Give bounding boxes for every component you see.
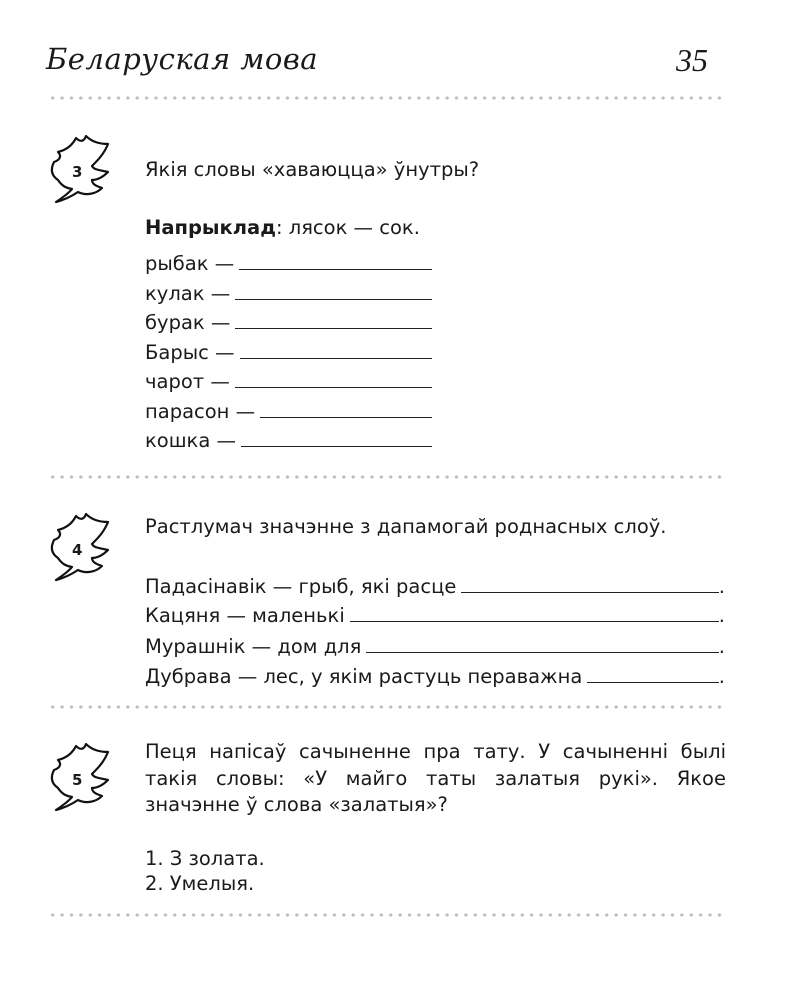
- page-number: 35: [676, 42, 708, 78]
- period: .: [718, 575, 725, 598]
- answer-blank[interactable]: [235, 298, 432, 300]
- task-number: 3: [72, 163, 83, 181]
- fill-in-row: [145, 635, 725, 658]
- task-4-question: Растлумач значэнне з дапамогай роднасных слоў.: [145, 515, 667, 538]
- fill-in-row: [145, 311, 432, 334]
- fill-in-row: [145, 282, 432, 305]
- word: кошка —: [145, 429, 236, 452]
- task-number: 5: [72, 771, 83, 789]
- fill-in-row: [145, 341, 432, 364]
- sentence-start: Кацяня — маленькі: [145, 604, 345, 627]
- dotted-divider: [48, 475, 724, 479]
- answer-option: 2. Умелыя.: [145, 872, 255, 895]
- period: .: [718, 635, 725, 658]
- leaf-icon: [46, 510, 124, 590]
- task-number: 4: [72, 541, 83, 559]
- dotted-divider: [48, 705, 724, 709]
- fill-in-row: [145, 370, 432, 393]
- fill-in-row: [145, 575, 725, 598]
- answer-blank[interactable]: [241, 445, 432, 447]
- period: .: [718, 604, 725, 627]
- answer-blank[interactable]: [366, 651, 718, 653]
- task-3-question: Якія словы «хаваюцца» ўнутры?: [145, 158, 480, 181]
- example-text: : лясок — сок.: [275, 216, 420, 239]
- answer-blank[interactable]: [239, 268, 432, 270]
- fill-in-row: [145, 400, 432, 423]
- dotted-divider: [48, 913, 724, 917]
- answer-blank[interactable]: [240, 357, 432, 359]
- word: Барыс —: [145, 340, 235, 364]
- answer-blank[interactable]: [461, 591, 718, 593]
- word: бурак —: [145, 311, 231, 334]
- answer-blank[interactable]: [235, 327, 432, 329]
- answer-blank[interactable]: [587, 681, 718, 683]
- leaf-icon: [46, 740, 124, 820]
- answer-blank[interactable]: [260, 416, 432, 418]
- fill-in-row: [145, 429, 432, 452]
- dotted-divider: [48, 96, 724, 100]
- word: рыбак —: [145, 252, 235, 275]
- leaf-icon: [46, 132, 124, 212]
- example-label: Напрыклад: [145, 216, 276, 239]
- answer-blank[interactable]: [350, 620, 719, 622]
- fill-in-row: [145, 665, 725, 688]
- fill-in-row: [145, 604, 725, 627]
- sentence-start: Мурашнік — дом для: [145, 635, 362, 658]
- answer-blank[interactable]: [235, 386, 432, 388]
- word: кулак —: [145, 281, 231, 305]
- sentence-start: Дубрава — лес, у якім растуць пераважна: [145, 665, 583, 688]
- word: чарот —: [145, 370, 230, 393]
- period: .: [718, 665, 725, 688]
- fill-in-row: [145, 252, 432, 275]
- task-5-question: Пеця напісаў сачыненне пра тату. У сачыненні былі такія словы: «У майго таты залатыя рукі». Якое значэнне ў слова «залатыя»?: [145, 740, 726, 816]
- sentence-start: Падасінавік — грыб, які расце: [145, 575, 457, 598]
- book-title: Беларуская мова: [46, 42, 319, 76]
- task-3-example: [145, 218, 420, 238]
- word: парасон —: [145, 399, 256, 423]
- answer-option: 1. З золата.: [145, 847, 265, 870]
